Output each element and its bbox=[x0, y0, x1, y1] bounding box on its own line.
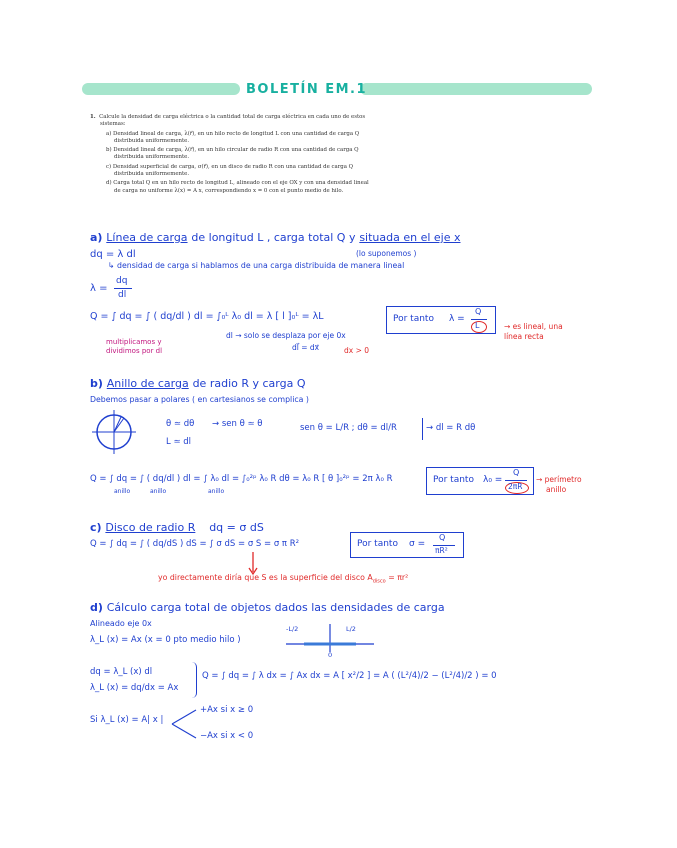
part-a-lambda-bar bbox=[114, 288, 132, 289]
part-b-result-num: Q bbox=[513, 468, 520, 477]
part-d-axis-zero: 0 bbox=[328, 651, 333, 659]
part-a-assume-note: (lo suponemos ) bbox=[356, 249, 417, 258]
part-a-lambda-num: dq bbox=[116, 276, 128, 286]
part-b-approx-sin: → sen θ ≃ θ bbox=[212, 419, 263, 429]
part-c-result-den: πR² bbox=[435, 546, 448, 555]
part-c-result-prefix: Por tanto bbox=[357, 539, 398, 549]
part-a-result-eq: λ = bbox=[449, 314, 465, 324]
part-b-sub-anillo-2: anillo bbox=[150, 488, 167, 495]
part-d-brace bbox=[192, 662, 197, 698]
part-b-sin-eq: sen θ = L/R ; dθ = dl/R bbox=[300, 423, 397, 433]
part-d-lambda-def: λ_L (x) = Ax (x = 0 pto medio hilo ) bbox=[90, 635, 241, 645]
part-a-dx-positive: dx > 0 bbox=[344, 346, 370, 355]
part-b-result-eq: λ₀ = bbox=[483, 475, 503, 485]
part-a-q-integral: Q = ∫ dq = ∫ ( dq/dl ) dl = ∫₀ᴸ λ₀ dl = λ [ l ]₀ᴸ = λL bbox=[90, 311, 324, 322]
part-d-abs-eq: Si λ_L (x) = A| x | bbox=[90, 715, 164, 725]
part-b-sub-anillo-3: anillo bbox=[208, 488, 225, 495]
part-b-result-box bbox=[426, 467, 534, 495]
part-b-result-den: 2πR bbox=[508, 482, 523, 491]
part-a-dq: dq = λ dl bbox=[90, 249, 136, 260]
part-d-dq: dq = λ_L (x) dl bbox=[90, 667, 153, 677]
part-a-lambda-den: dl bbox=[118, 290, 127, 300]
part-a-heading: a) Línea de carga de longitud L , carga total Q y situada en el eje x bbox=[90, 231, 461, 244]
part-a-result-bar bbox=[471, 319, 487, 320]
part-d-aligned: Alineado eje 0x bbox=[90, 619, 152, 628]
part-c-q-integral: Q = ∫ dq = ∫ ( dq/dS ) dS = ∫ σ dS = σ S = σ π R² bbox=[90, 539, 300, 549]
ring-diagram bbox=[92, 410, 142, 460]
part-d-case-negative: −Ax si x < 0 bbox=[200, 731, 254, 741]
part-b-approx-theta: θ ≃ dθ bbox=[166, 419, 195, 429]
part-a-multiply-note: multiplicamos y dividimos por dl bbox=[106, 338, 163, 356]
part-b-result-note: → perímetro anillo bbox=[536, 475, 582, 495]
problem-statement: 1. Calcule la densidad de carga eléctrica o la cantidad total de carga eléctrica en cada uno de estos sistemas: a) Densidad lineal de carga, λ(r⃗), en un hilo recto de longitud L con una cantidad de carga Q distribuida uniformemente. b) Densidad lineal de carga, λ(r⃗), en un hilo circular de radio R con una cantidad de carga Q distribuida uniformemente. c) Densidad superficial de carga, σ(r⃗), en un disco de radio R con una cantidad de carga Q distribuida uniformemente. d) Carga total Q en un hilo recto de longitud L, alineado con el eje OX y con una densidad lineal de carga no uniforme λ(x) = A x, correspondiendo x = 0 con el punto medio de hilo. bbox=[90, 114, 369, 194]
page-title: BOLETÍN EM.1 bbox=[246, 82, 368, 97]
part-a-result-box bbox=[386, 306, 496, 334]
part-b-dl-eq: → dl = R dθ bbox=[426, 423, 476, 433]
part-c-heading: c) Disco de radio R dq = σ dS bbox=[90, 521, 264, 534]
part-a-result-prefix: Por tanto bbox=[393, 314, 434, 324]
part-b-result-bar bbox=[505, 480, 527, 481]
part-d-case-positive: +Ax si x ≥ 0 bbox=[200, 705, 254, 715]
part-b-polar-note: Debemos pasar a polares ( en cartesianos se complica ) bbox=[90, 395, 309, 404]
part-a-density-note: ↳ densidad de carga si hablamos de una carga distribuida de manera lineal bbox=[108, 261, 405, 270]
part-a-dl-vector: dl⃗ = dx⃗ bbox=[292, 343, 320, 352]
part-a-result-num: Q bbox=[475, 307, 482, 316]
title-bar-left bbox=[82, 83, 240, 95]
part-d-heading: d) Cálculo carga total de objetos dados las densidades de carga bbox=[90, 601, 445, 614]
part-d-axis-left: -L/2 bbox=[286, 625, 299, 633]
part-b-bracket bbox=[418, 418, 423, 440]
part-d-q-integral: Q = ∫ dq = ∫ λ dx = ∫ Ax dx = A [ x²/2 ] = A ( (L²/4)/2 − (L²/4)/2 ) = 0 bbox=[202, 671, 497, 681]
title-bar-right bbox=[360, 83, 592, 95]
part-d-lambda-eq: λ_L (x) = dq/dx = Ax bbox=[90, 683, 179, 693]
part-d-case-arrows bbox=[172, 706, 202, 742]
part-c-result-eq: σ = bbox=[409, 539, 426, 549]
part-c-result-num: Q bbox=[439, 533, 446, 542]
part-b-approx-l: L ≃ dl bbox=[166, 437, 192, 447]
part-c-note: yo directamente diría que S es la superficie del disco $A_{disco} = \pi r^2$ bbox=[158, 573, 409, 585]
part-a-result-den: L bbox=[475, 321, 480, 330]
part-b-sub-anillo-1: anillo bbox=[114, 488, 131, 495]
part-d-axis-right: L/2 bbox=[346, 625, 356, 633]
part-b-result-prefix: Por tanto bbox=[433, 475, 474, 485]
part-b-heading: b) Anillo de carga de radio R y carga Q bbox=[90, 377, 306, 390]
part-c-result-box bbox=[350, 532, 464, 558]
part-a-lambda-lhs: λ = bbox=[90, 283, 108, 294]
part-a-dl-note: dl → solo se desplaza por eje 0x bbox=[226, 331, 346, 340]
part-b-q-integral: Q = ∫ dq = ∫ ( dq/dl ) dl = ∫ λ₀ dl = ∫₀²ᵖ λ₀ R dθ = λ₀ R [ θ ]₀²ᵖ = 2π λ₀ R bbox=[90, 474, 393, 484]
part-a-result-note: → es lineal, una línea recta bbox=[504, 322, 563, 341]
